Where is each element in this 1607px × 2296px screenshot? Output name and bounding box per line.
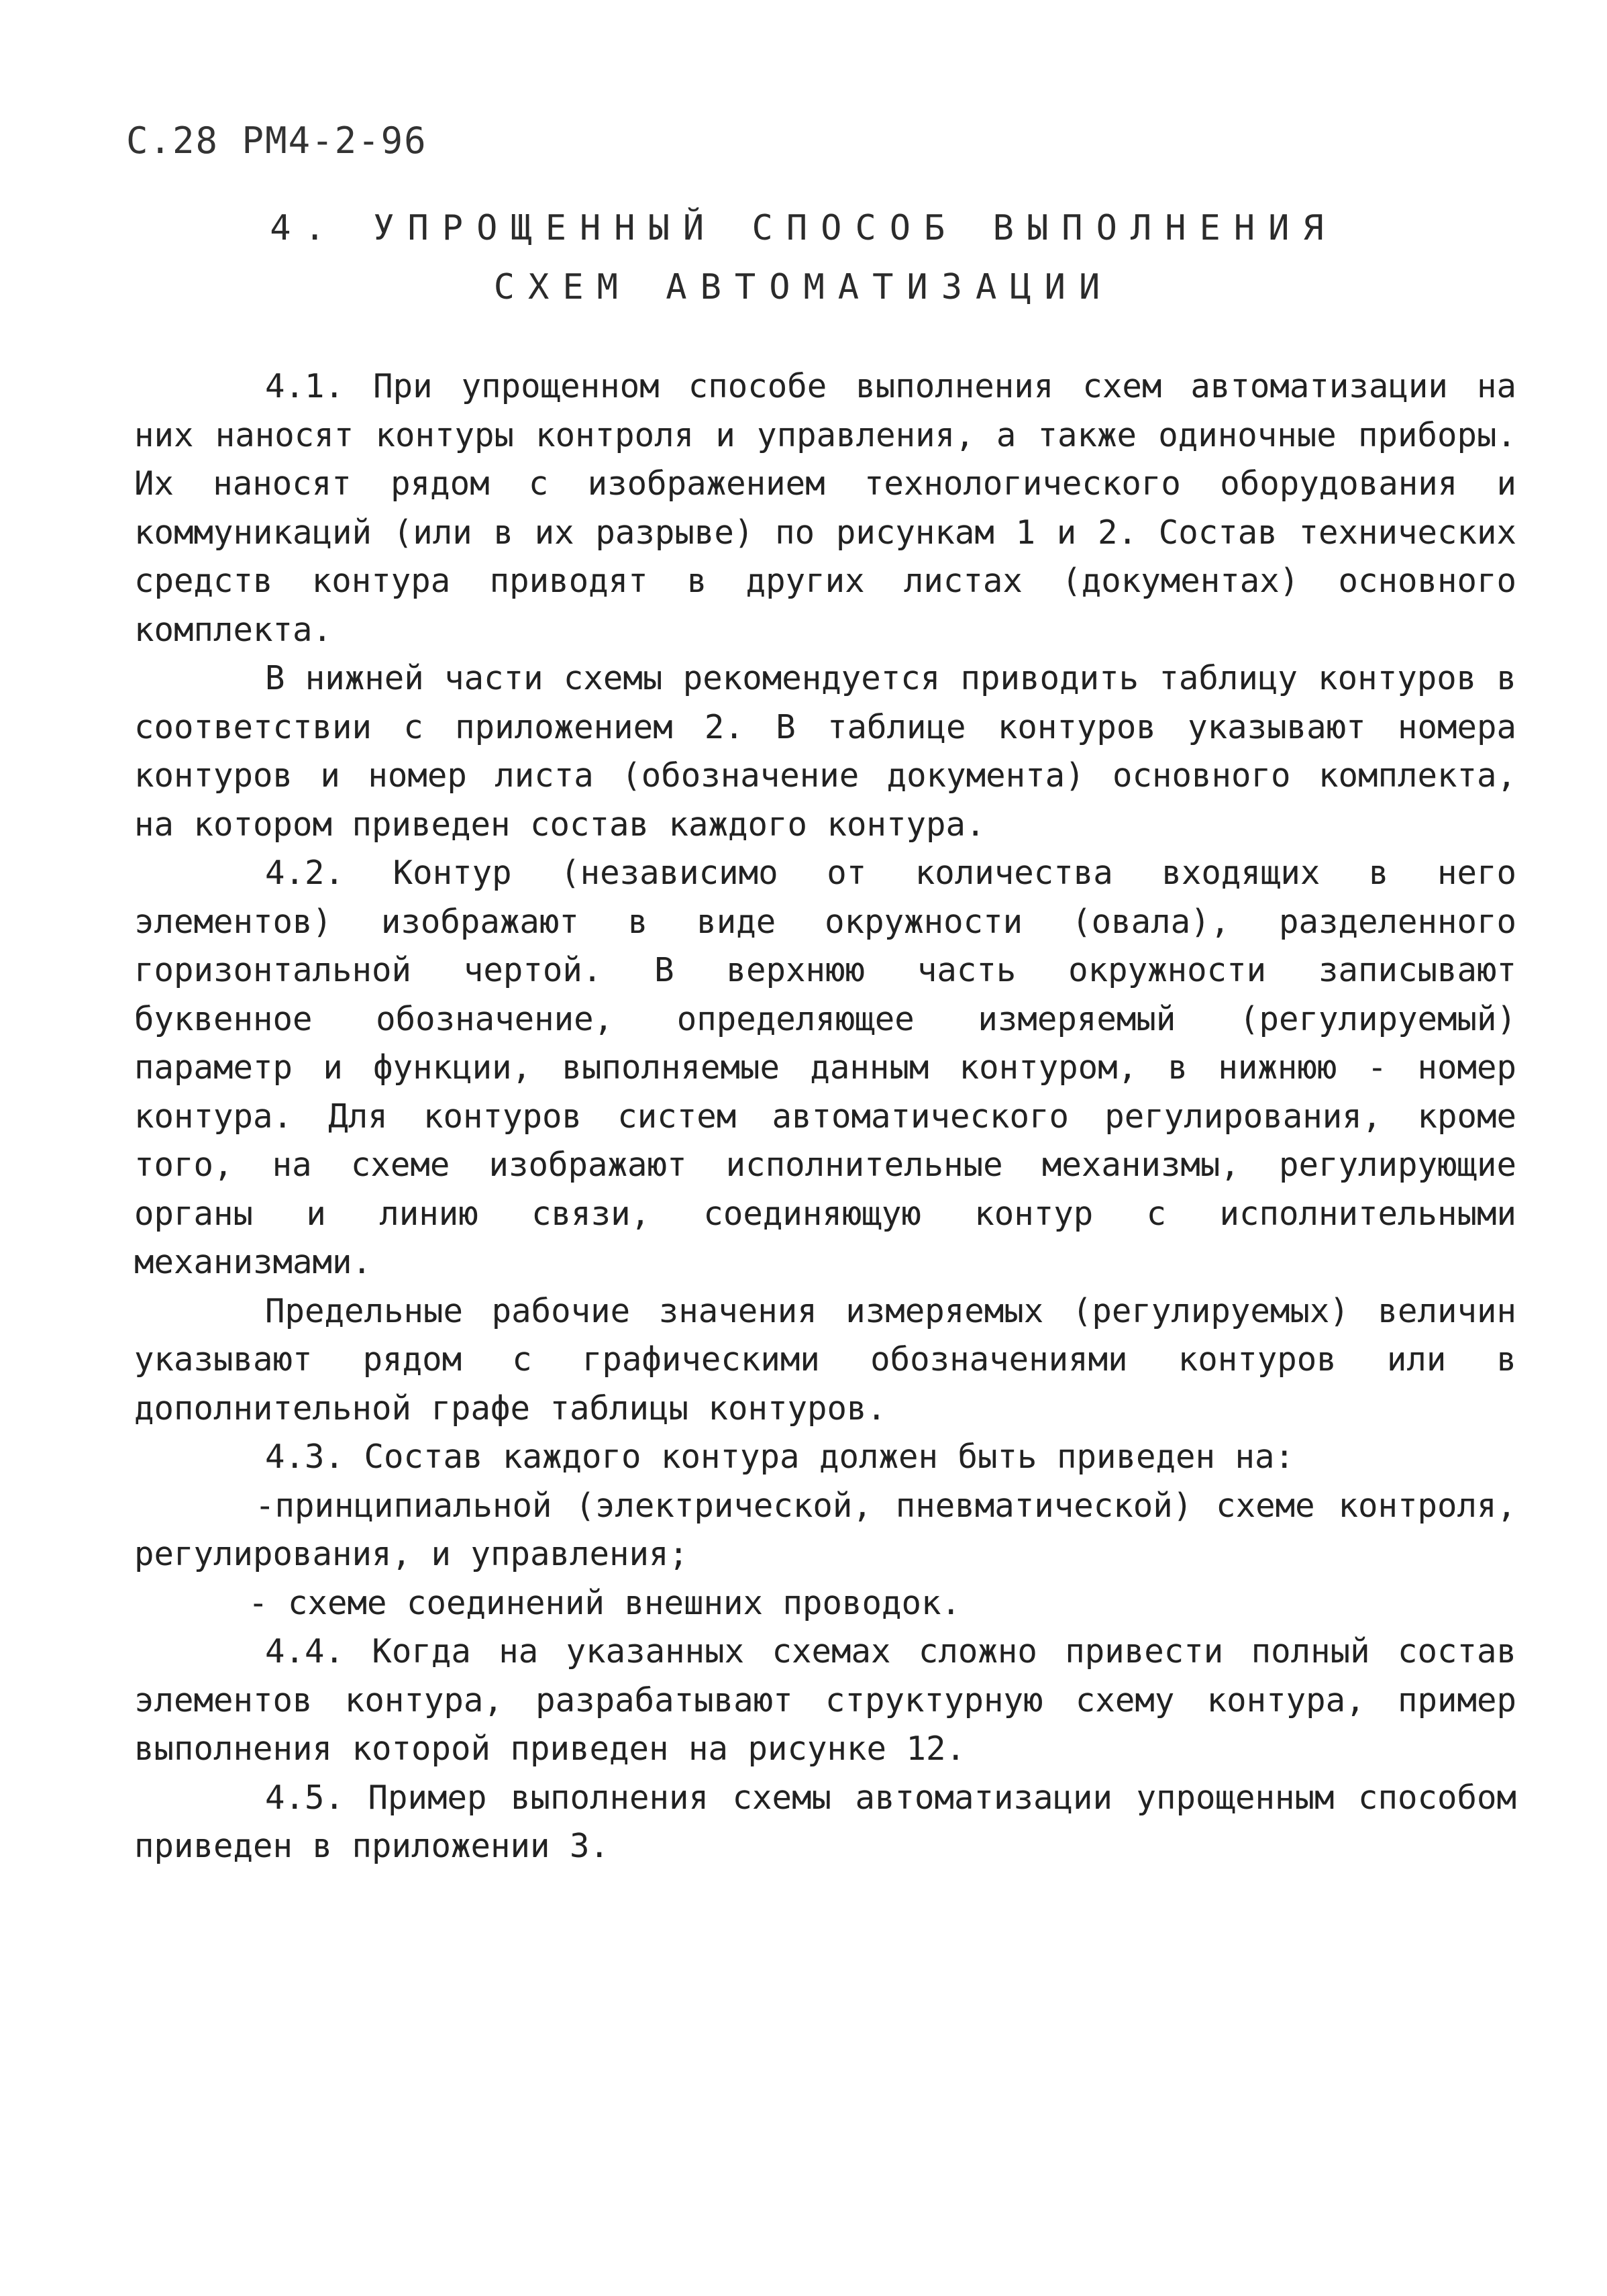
paragraph-4-3: 4.3. Состав каждого контура должен быть приведен на:: [265, 1438, 1295, 1476]
document-body: [134, 362, 1516, 1871]
list-item-connection-scheme: - схеме соединений внешних проводок.: [248, 1583, 962, 1622]
paragraph-4-2-limits: Предельные рабочие значения измеряемых (регулируемых) величин указывают рядом с графическими обозначениями контуров или в дополнительной графе таблицы контуров.: [134, 1291, 1516, 1428]
paragraph-4-4: 4.4. Когда на указанных схемах сложно привести полный состав элементов контура, разрабатывают структурную схему контура, пример выполнения которой приведен на рисунке 12.: [134, 1632, 1516, 1768]
page-header: С.28 РМ4-2-96: [126, 119, 427, 162]
paragraph-4-1: 4.1. При упрощенном способе выполнения схем автоматизации на них наносят контуры контроля и управления, а также одиночные приборы. Их наносят рядом с изображением технологического оборудования и коммуникаций (или в их разрыве) по рисункам 1 и 2. Состав технических средств контура приводят в других листах (документах) основного комплекта.: [134, 367, 1516, 649]
section-title-line-2: СХЕМ АВТОМАТИЗАЦИИ: [493, 267, 1114, 307]
paragraph-4-2: 4.2. Контур (независимо от количества входящих в него элементов) изображают в виде окружности (овала), разделенного горизонтальной чертой. В верхнюю часть окружности записывают буквенное обозначение, определяющее измеряемый (регулируемый) параметр и функции, выполняемые данным контуром, в нижнюю - номер контура. Для контуров систем автоматического регулирования, кроме того, на схеме изображают исполнительные механизмы, регулирующие органы и линию связи, соединяющую контур с исполнительными механизмами.: [134, 854, 1516, 1281]
list-item-principal-scheme: -принципиальной (электрической, пневматической) схеме контроля, регулирования, и управления;: [134, 1486, 1516, 1573]
paragraph-4-5: 4.5. Пример выполнения схемы автоматизации упрощенным способом приведен в приложении 3.: [134, 1778, 1516, 1865]
paragraph-4-1-table: В нижней части схемы рекомендуется приводить таблицу контуров в соответствии с приложением 2. В таблице контуров указывают номера контуров и номер листа (обозначение документа) основного комплекта, на котором приведен состав каждого контура.: [134, 659, 1516, 844]
section-title-line-1: 4. УПРОЩЕННЫЙ СПОСОБ ВЫПОЛНЕНИЯ: [270, 208, 1337, 248]
